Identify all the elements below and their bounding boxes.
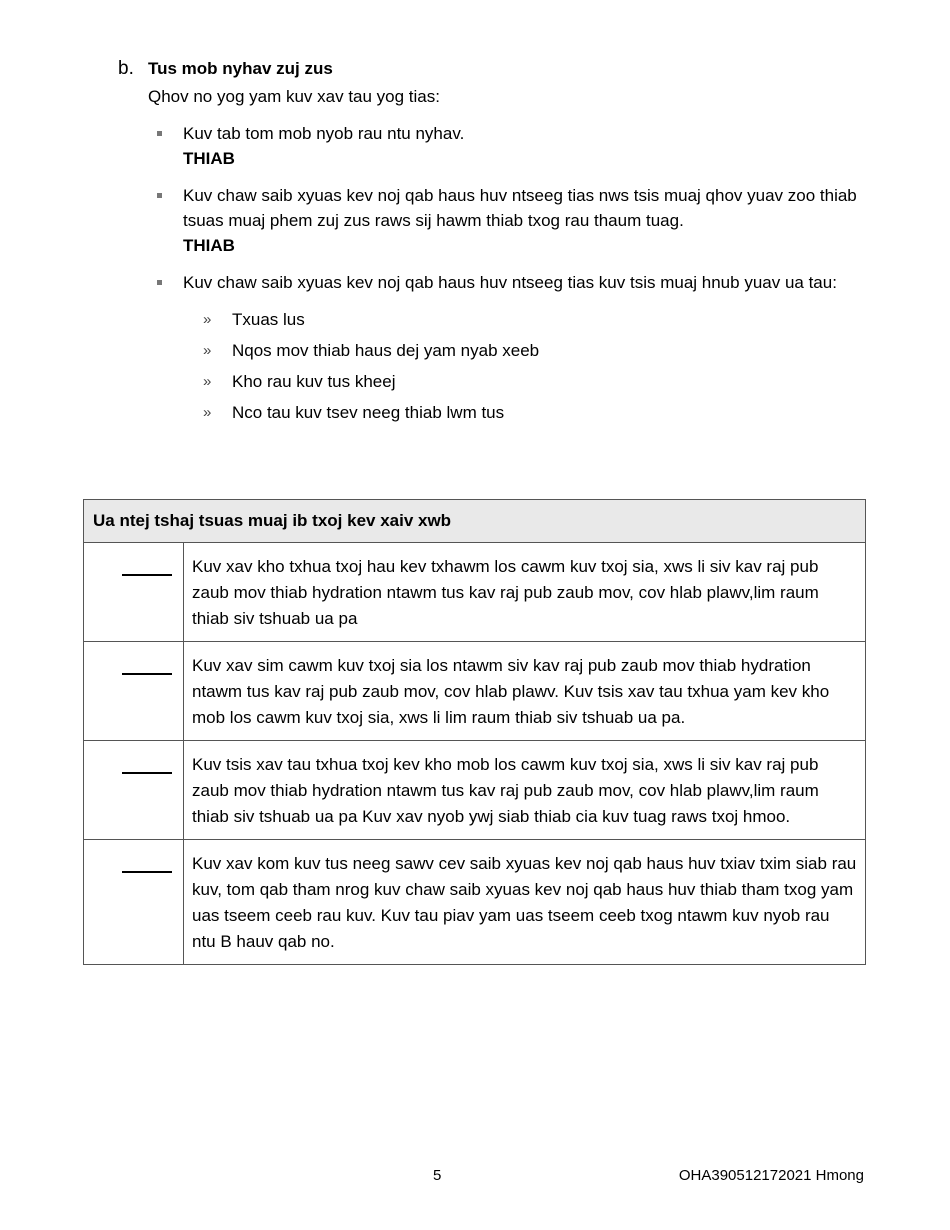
connector-and: THIAB [183,149,235,168]
initial-blank-line[interactable] [122,772,172,774]
ability-item [183,307,858,332]
initial-cell [84,642,184,741]
choice-row [84,741,866,840]
choice-table-header: Ua ntej tshaj tsuas muaj ib txoj kev xaiv xwb [84,500,866,543]
initial-blank-line[interactable] [122,574,172,576]
section-b [118,58,858,437]
ability-list [183,307,858,425]
choice-text: Kuv xav kom kuv tus neeg sawv cev saib xyuas kev noj qab haus huv txiav txim siab rau kuv, tom qab tham nrog kuv chaw saib xyuas kev noj qab haus huv thiab tham txog yam uas tseem ceeb rau kuv. Kuv tau piav yam uas tseem ceeb txog ntawm kuv nyob rau ntu B hauv qab no. [184,840,866,965]
ability-text: Kho rau kuv tus kheej [232,372,396,391]
ability-text: Txuas lus [232,310,305,329]
ability-item [183,400,858,425]
connector-and: THIAB [183,236,235,255]
page-number: 5 [433,1167,442,1184]
condition-text: Kuv chaw saib xyuas kev noj qab haus huv ntseeg tias nws tsis muaj qhov yuav zoo thiab tsuas muaj phem zuj zus raws sij hawm thiab txog rau thaum tuag. [183,186,857,230]
ability-text: Nqos mov thiab haus dej yam nyab xeeb [232,341,540,360]
condition-text: Kuv chaw saib xyuas kev noj qab haus huv ntseeg tias kuv tsis muaj hnub yuav ua tau: [183,273,837,292]
chevron-right-icon: » [203,404,212,421]
square-bullet-icon [157,193,162,198]
initial-cell [84,840,184,965]
square-bullet-icon [157,280,162,285]
choice-text: Kuv xav kho txhua txoj hau kev txhawm los cawm kuv txoj sia, xws li siv kav raj pub zaub mov thiab hydration ntawm tus kav raj pub zaub mov, cov hlab plawv,lim raum thiab siv tshuab ua pa [184,543,866,642]
initial-cell [84,543,184,642]
choice-row [84,543,866,642]
condition-list [118,121,858,425]
choice-table-header-row [84,500,866,543]
document-code: OHA390512172021 Hmong [678,1167,864,1184]
choice-text: Kuv tsis xav tau txhua txoj kev kho mob los cawm kuv txoj sia, xws li siv kav raj pub zaub mov thiab hydration ntawm tus kav raj pub zaub mov, cov hlab plawv,lim raum thiab siv tshuab ua pa Kuv xav nyob ywj siab thiab cia kuv tuag raws txoj hmoo. [184,741,866,840]
initial-cell [84,741,184,840]
ability-item [183,369,858,394]
choice-table [83,499,866,965]
square-bullet-icon [157,131,162,136]
chevron-right-icon: » [203,373,212,390]
section-heading [118,58,858,80]
initial-blank-line[interactable] [122,673,172,675]
section-intro: Qhov no yog yam kuv xav tau yog tias: [148,87,440,106]
chevron-right-icon: » [203,342,212,359]
condition-text: Kuv tab tom mob nyob rau ntu nyhav. [183,124,465,143]
condition-item [148,121,858,171]
choice-text: Kuv xav sim cawm kuv txoj sia los ntawm siv kav raj pub zaub mov thiab hydration ntawm tus kav raj pub zaub mov, cov hlab plawv. Kuv tsis xav tau txhua yam kev kho mob los cawm kuv txoj sia, xws li lim raum thiab siv tshuab ua pa. [184,642,866,741]
section-title: Tus mob nyhav zuj zus [148,59,333,78]
condition-item [148,183,858,258]
chevron-right-icon: » [203,311,212,328]
choice-row [84,840,866,965]
ability-text: Nco tau kuv tsev neeg thiab lwm tus [232,403,505,422]
choice-row [84,642,866,741]
initial-blank-line[interactable] [122,871,172,873]
section-letter: b. [118,58,134,79]
condition-item [148,270,858,425]
ability-item [183,338,858,363]
